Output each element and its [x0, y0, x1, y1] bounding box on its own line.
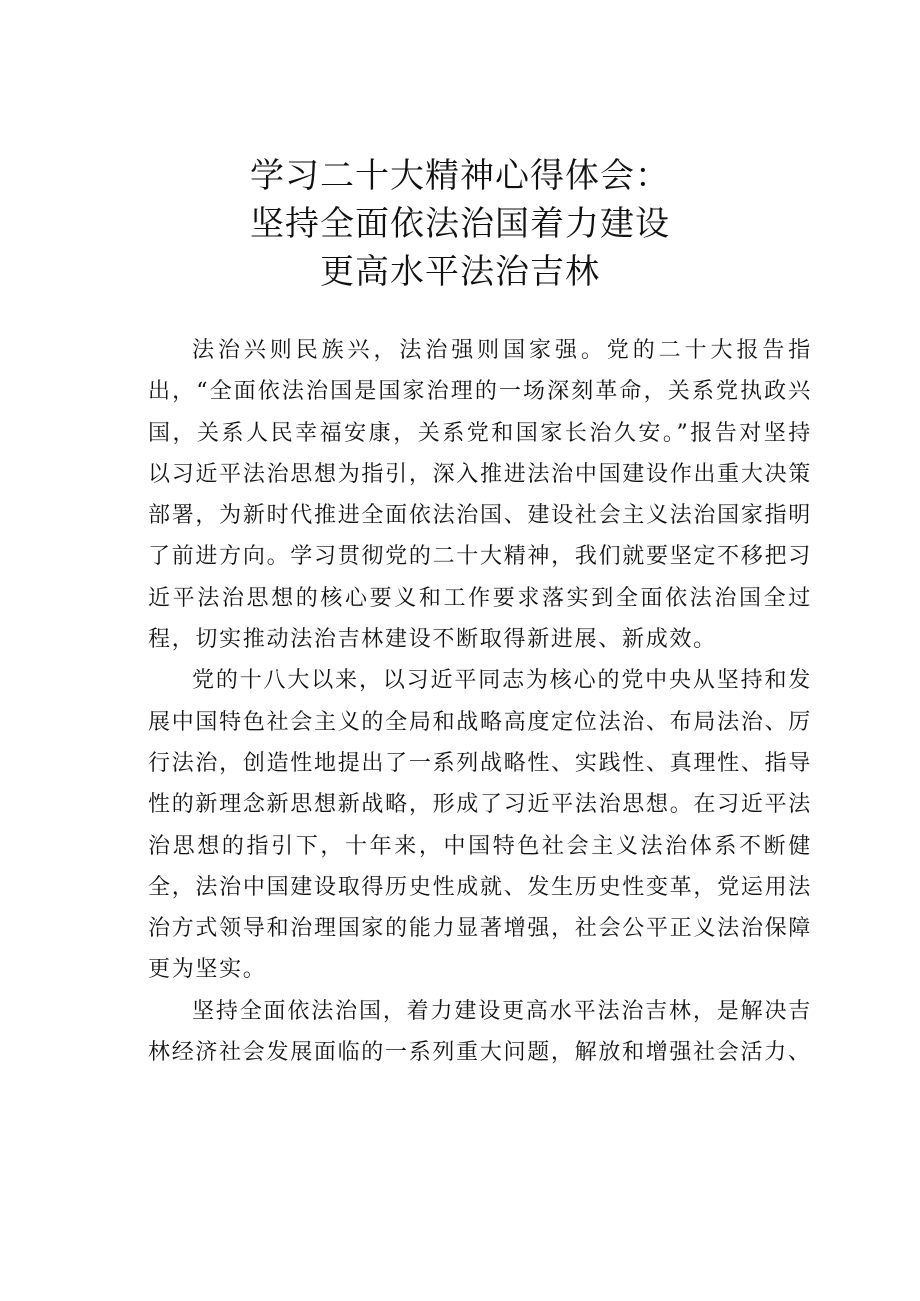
- paragraph-2: 党的十八大以来，以习近平同志为核心的党中央从坚持和发展中国特色社会主义的全局和战略高度定位法治、布局法治、厉行法治，创造性地提出了一系列战略性、实践性、真理性、指导性的新理念新思想新战略，形成了习近平法治思想。在习近平法治思想的指引下，十年来，中国特色社会主义法治体系不断健全，法治中国建设取得历史性成就、发生历史性变革，党运用法治方式领导和治理国家的能力显著增强，社会公平正义法治保障更为坚实。: [148, 668, 812, 983]
- paragraph-1: 法治兴则民族兴，法治强则国家强。党的二十大报告指出，“全面依法治国是国家治理的一场深刻革命，关系党执政兴国，关系人民幸福安康，关系党和国家长治久安。”报告对坚持以习近平法治思想为指引，深入推进法治中国建设作出重大决策部署，为新时代推进全面依法治国、建设社会主义法治国家指明了前进方向。学习贯彻党的二十大精神，我们就要坚定不移把习近平法治思想的核心要义和工作要求落实到全面依法治国全过程，切实推动法治吉林建设不断取得新进展、新成效。: [148, 338, 812, 653]
- title-line-3: 更高水平法治吉林: [320, 252, 600, 292]
- document-body: [148, 330, 812, 1073]
- title-line-2: 坚持全面依法治国着力建设: [250, 204, 670, 244]
- title-line-1: 学习二十大精神心得体会：: [250, 156, 670, 196]
- document-title: [140, 152, 780, 296]
- paragraph-3: 坚持全面依法治国，着力建设更高水平法治吉林，是解决吉林经济社会发展面临的一系列重大问题，解放和增强社会活力、: [148, 998, 812, 1066]
